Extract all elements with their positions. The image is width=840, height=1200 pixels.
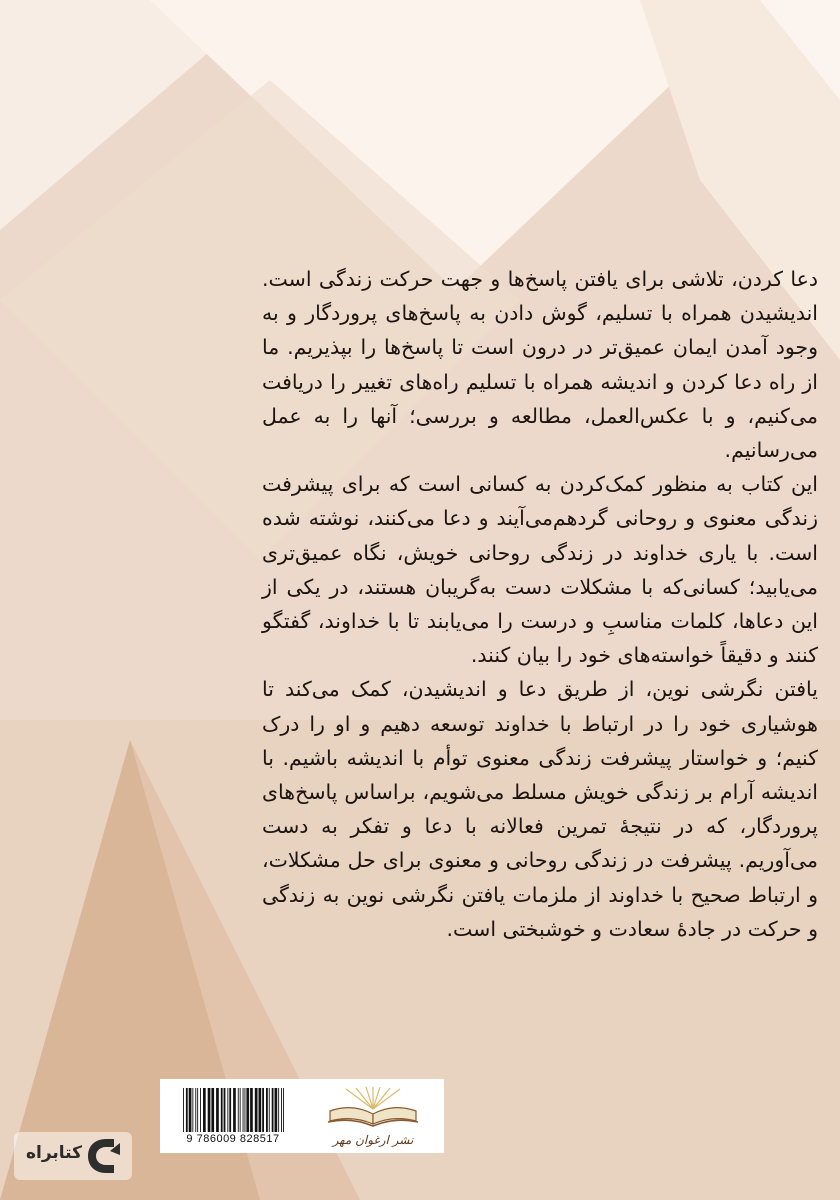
barcode-bar xyxy=(269,1088,270,1132)
barcode-panel xyxy=(160,1079,444,1153)
barcode-icon xyxy=(182,1088,286,1132)
barcode-digits: 9 786009 828517 xyxy=(186,1133,280,1145)
ketabrah-watermark xyxy=(14,1132,132,1180)
barcode-bar xyxy=(192,1088,193,1132)
barcode-bar xyxy=(197,1088,198,1132)
barcode-bar xyxy=(266,1088,268,1132)
barcode-bar xyxy=(238,1088,239,1132)
back-cover-text xyxy=(262,262,818,946)
barcode-bar xyxy=(272,1088,274,1132)
barcode-bar xyxy=(224,1088,226,1132)
ketabrah-label: کتابراه xyxy=(25,1143,82,1163)
publisher-name: نشر ارغوان مهر xyxy=(332,1133,414,1147)
publisher-logo xyxy=(318,1087,428,1149)
barcode-bar xyxy=(211,1088,214,1132)
barcode-bar xyxy=(216,1088,219,1132)
barcode-bar xyxy=(240,1088,241,1132)
barcode-bar xyxy=(245,1088,246,1132)
barcode-bar xyxy=(278,1088,279,1132)
barcode-bar xyxy=(200,1088,201,1132)
barcode-bar xyxy=(186,1088,188,1132)
barcode-bar xyxy=(208,1088,211,1132)
barcode-bar xyxy=(195,1088,196,1132)
barcode-bar xyxy=(281,1088,282,1132)
barcode-bar xyxy=(183,1088,184,1132)
ketabrah-logo-icon xyxy=(84,1137,124,1175)
barcode xyxy=(178,1088,288,1146)
barcode-bar xyxy=(233,1088,236,1132)
barcode-bar xyxy=(262,1088,264,1132)
barcode-bar xyxy=(203,1088,206,1132)
barcode-bar xyxy=(283,1088,284,1132)
barcode-bar xyxy=(246,1088,249,1132)
barcode-bar xyxy=(243,1088,244,1132)
barcode-bar xyxy=(227,1088,228,1132)
paragraph-3: یافتن نگرشی نوین، از طریق دعا و اندیشیدن، کمک می‌کند تا هوشیاری خود را در ارتباط با خداوند توسعه دهیم و او را درک کنیم؛ و خواستار پیشرفت زندگی معنوی توأم با اندیشه باشیم. با اندیشه آرام بر زندگی خویش مسلط می‌شویم، براساس پاسخ‌های پروردگار، که در نتیجهٔ تمرین فعالانه با دعا و تفکر به دست می‌آوریم. پیشرفت در زندگی روحانی و معنوی برای حل مشکلات، و ارتباط صحیح با خداوند از ملزمات یافتن نگرشی نوین به زندگی و حرکت در جادهٔ سعادت و خوشبختی است. xyxy=(262,677,818,941)
barcode-bar xyxy=(250,1088,253,1132)
barcode-bar xyxy=(259,1088,262,1132)
barcode-bar xyxy=(229,1088,231,1132)
paragraph-2: این کتاب به منظور کمک‌کردن به کسانی است که برای پیشرفت زندگی معنوی و روحانی گردهم‌می‌آیند و دعا می‌کنند، نوشته شده است. با یاری خداوند در زندگی روحانی خویش، نگاه عمیق‌تری می‌یابید؛ کسانی‌که با مشکلات دست به‌گریبان هستند، در یکی از این دعاها، کلمات مناسبِ و درست را می‌یابند تا با خداوند، گفتگو کنند و دقیقاً خواسته‌های خود را بیان کنند. xyxy=(262,472,818,668)
barcode-bar xyxy=(189,1088,192,1132)
barcode-bar xyxy=(255,1088,258,1132)
barcode-bar xyxy=(221,1088,223,1132)
open-book-icon xyxy=(318,1087,428,1129)
barcode-bar xyxy=(275,1088,278,1132)
paragraph-1: دعا کردن، تلاشی برای یافتن پاسخ‌ها و جهت حرکت زندگی است. اندیشیدن همراه با تسلیم، گوش دادن به پاسخ‌های پروردگار و به وجود آمدن ایمان عمیق‌تر در درون است تا پاسخ‌ها را بپذیریم. ما از راه دعا کردن و اندیشه همراه با تسلیم راه‌های تغییر را دریافت می‌کنیم، و با عکس‌العمل، مطالعه و بررسی؛ آنها را به عمل می‌رسانیم. xyxy=(262,267,818,463)
